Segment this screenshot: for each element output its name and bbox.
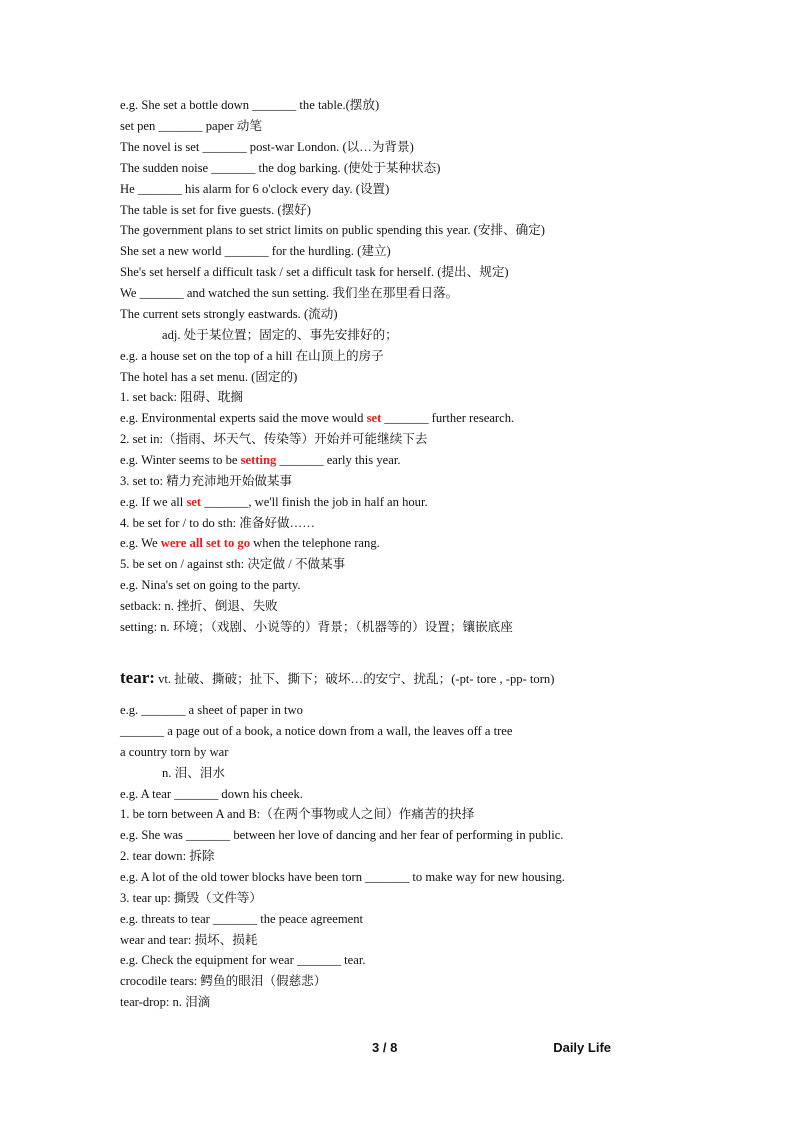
- text-line: tear-drop: n. 泪滴: [120, 995, 211, 1009]
- text-line: set pen _______ paper 动笔: [120, 119, 262, 133]
- text-line: 3. tear up: 撕毁（文件等）: [120, 891, 263, 905]
- highlighted-word: set: [366, 411, 382, 425]
- text-line: wear and tear: 损坏、损耗: [120, 933, 258, 947]
- text-line: _______ a page out of a book, a notice down from a wall, the leaves off a tree: [120, 724, 513, 738]
- text-line: e.g. A lot of the old tower blocks have been torn _______ to make way for new housing.: [120, 870, 565, 884]
- highlighted-phrase: were all set to go: [160, 536, 251, 550]
- section-title: Daily Life: [553, 1040, 611, 1055]
- text-segment: e.g. We: [120, 536, 161, 550]
- text-line: 2. tear down: 拆除: [120, 849, 215, 863]
- text-segment: _______, we'll finish the job in half an hour.: [201, 495, 428, 509]
- text-line: She set a new world _______ for the hurdling. (建立): [120, 244, 391, 258]
- text-line: adj. 处于某位置；固定的、事先安排好的；: [162, 328, 398, 342]
- text-line: 3. set to: 精力充沛地开始做某事: [120, 474, 293, 488]
- text-line: setback: n. 挫折、倒退、失败: [120, 599, 278, 613]
- text-line: e.g. She was _______ between her love of dancing and her fear of performing in public.: [120, 828, 564, 842]
- text-line: [120, 410, 514, 426]
- highlighted-word: setting: [240, 453, 277, 467]
- text-line: 1. be torn between A and B:（在两个事物或人之间）作痛苦的抉择: [120, 807, 475, 821]
- text-line: setting: n. 环境；（戏剧、小说等的）背景；（机器等的）设置；镶嵌底座: [120, 620, 513, 634]
- text-segment: e.g. If we all: [120, 495, 187, 509]
- text-line: [120, 452, 400, 468]
- text-line: The hotel has a set menu. (固定的): [120, 370, 298, 384]
- text-line: [120, 494, 428, 510]
- text-line: [120, 535, 380, 551]
- text-line: crocodile tears: 鳄鱼的眼泪（假慈悲）: [120, 974, 327, 988]
- text-line: The government plans to set strict limits on public spending this year. (安排、确定): [120, 223, 545, 237]
- head-word: tear:: [120, 668, 155, 687]
- entry-heading: [120, 670, 554, 687]
- text-line: n. 泪、泪水: [162, 766, 225, 780]
- highlighted-word: set: [186, 495, 202, 509]
- text-line: e.g. A tear _______ down his cheek.: [120, 787, 303, 801]
- text-line: The table is set for five guests. (摆好): [120, 203, 311, 217]
- text-line: He _______ his alarm for 6 o'clock every day. (设置): [120, 182, 390, 196]
- text-segment: when the telephone rang.: [250, 536, 380, 550]
- text-line: e.g. a house set on the top of a hill 在山顶上的房子: [120, 349, 384, 363]
- text-line: 4. be set for / to do sth: 准备好做……: [120, 516, 315, 530]
- text-line: e.g. _______ a sheet of paper in two: [120, 703, 303, 717]
- text-segment: _______ further research.: [381, 411, 515, 425]
- text-line: 5. be set on / against sth: 决定做 / 不做某事: [120, 557, 346, 571]
- text-line: e.g. She set a bottle down _______ the table.(摆放): [120, 98, 380, 112]
- head-definition: vt. 扯破、撕破；扯下、撕下；破坏…的安宁、扰乱；(-pt- tore , -pp- torn): [154, 672, 555, 686]
- text-line: e.g. threats to tear _______ the peace agreement: [120, 912, 364, 926]
- page-number: 3 / 8: [372, 1040, 398, 1055]
- text-segment: e.g. Environmental experts said the move would: [120, 411, 367, 425]
- text-line: The novel is set _______ post-war London. (以…为背景): [120, 140, 414, 154]
- text-segment: _______ early this year.: [276, 453, 401, 467]
- text-line: The current sets strongly eastwards. (流动): [120, 307, 338, 321]
- text-line: We _______ and watched the sun setting. 我们坐在那里看日落。: [120, 286, 459, 300]
- text-line: She's set herself a difficult task / set a difficult task for herself. (提出、规定): [120, 265, 509, 279]
- text-line: e.g. Nina's set on going to the party.: [120, 578, 301, 592]
- text-segment: e.g. Winter seems to be: [120, 453, 241, 467]
- text-line: 1. set back: 阻碍、耽搁: [120, 390, 244, 404]
- text-line: e.g. Check the equipment for wear _______ tear.: [120, 953, 366, 967]
- text-line: 2. set in:（指雨、坏天气、传染等）开始并可能继续下去: [120, 432, 428, 446]
- text-line: The sudden noise _______ the dog barking. (使处于某种状态): [120, 161, 441, 175]
- text-line: a country torn by war: [120, 745, 229, 759]
